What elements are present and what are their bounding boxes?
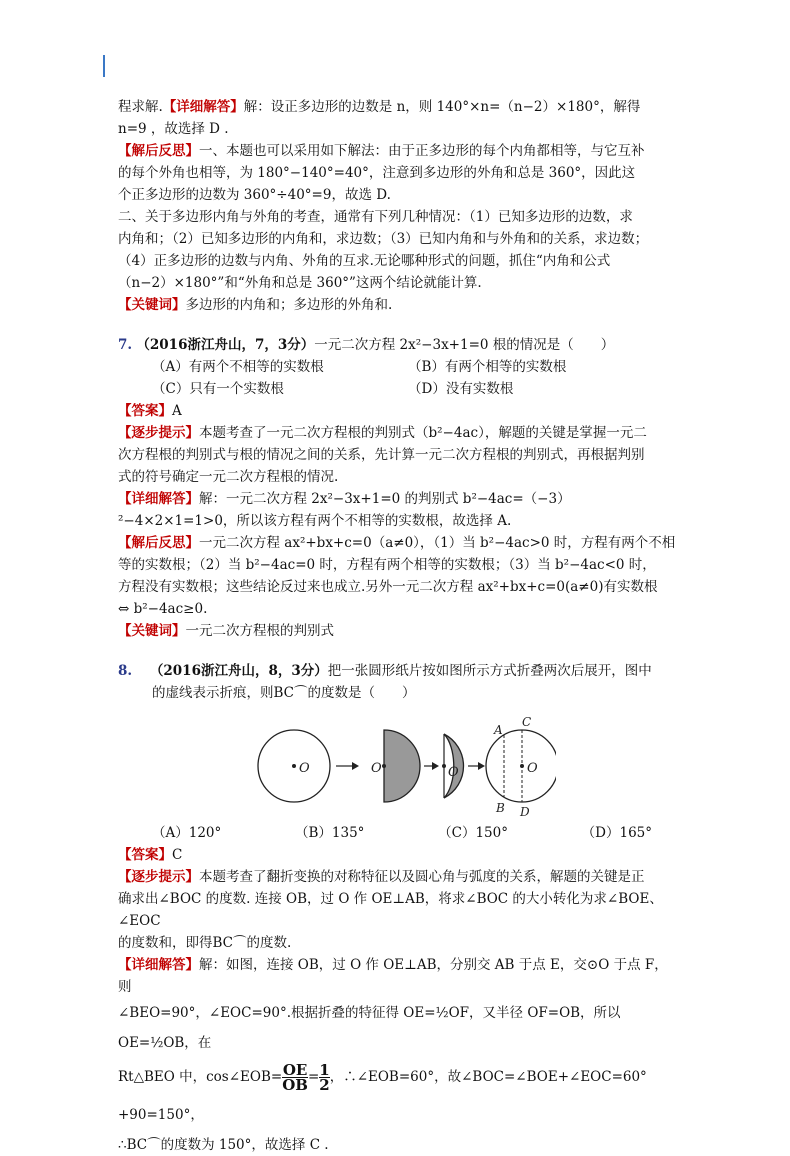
q7-reflect-line4: ⇔ b²−4ac≥0. (118, 601, 208, 617)
label-b: B (496, 801, 505, 815)
q6-detail-line2: n=9 ，故选择 D . (118, 121, 229, 137)
q8-detail-line1: 【详细解答】解：如图，连接 OB，过 O 作 OE⊥AB，分别交 AB 于点 E，交⊙O 于点 F，则 (118, 957, 668, 995)
q7-option-d: （D）没有实数根 (408, 381, 514, 397)
q7-reflect-line1: 【解后反思】一元二次方程 ax²+bx+c=0（a≠0），（1）当 b²−4ac>0 时，方程有两个不相 (118, 535, 676, 551)
label-d: D (520, 805, 530, 819)
q8-stem-line2: 的虚线表示折痕，则BC⌒的度数是（ ） (152, 685, 416, 701)
center-dot-4 (520, 764, 524, 768)
q6-reflect-line2: 的每个外角也相等，为 180°−140°=40°，注意到多边形的外角和总是 360°，因此这 (118, 165, 636, 181)
label-o3: O (448, 765, 459, 780)
fraction-oe-ob: $\frac{OE}{OB}$ (282, 1061, 308, 1094)
center-dot-2 (382, 764, 386, 768)
half-circle (384, 730, 420, 802)
label-c: C (522, 715, 532, 729)
q8-stem-line1: 8. （2016浙江舟山，8，3分）把一张圆形纸片按如图所示方式折叠两次后展开，图中 (118, 663, 652, 679)
header-bar (103, 55, 105, 77)
q8-option-d: （D）165° (581, 825, 652, 841)
q8-detail-line2: ∠BEO=90°，∠EOC=90°.根据折叠的特征得 OE=½OF，又半径 OF=OB，所以 OE=½OB，在 (118, 1005, 621, 1051)
q7-detail-line1: 【详细解答】解：一元二次方程 2x²−3x+1=0 的判别式 b²−4ac=（−3） (118, 491, 571, 507)
arrow-1-head (352, 762, 359, 770)
page-content (118, 96, 678, 1156)
q7-hint-line2: 次方程根的判别式与根的情况之间的关系，先计算一元二次方程根的判别式，再根据判别 (118, 447, 645, 463)
label-a: A (494, 723, 503, 737)
q8-option-a: （A）120° (152, 825, 222, 841)
q8-option-b: （B）135° (294, 825, 365, 841)
q6-reflect-line7: （n−2）×180°”和“外角和总是 360°”这两个结论就能计算. (118, 275, 482, 291)
q8-detail-line3: Rt△BEO 中，cos∠EOB= $\frac{OE}{OB}$ = $\frac{1}{2}$ ，∴∠EOB=60°，故∠BOC=∠BOE+∠EOC=60°+90=150°， (118, 1061, 647, 1123)
q7-detail-line2: ²−4×2×1=1>0，所以该方程有两个不相等的实数根，故选择 A. (118, 513, 512, 529)
q7-reflect-line3: 方程没有实数根；这些结论反过来也成立.另外一元二次方程 ax²+bx+c=0(a≠0)有实数根 (118, 579, 658, 595)
q8-hint-line2: 确求出∠BOC 的度数. 连接 OB，过 O 作 OE⊥AB，将求∠BOC 的大小转化为求∠BOE、∠EOC (118, 891, 663, 929)
q6-reflect-line4: 二、关于多边形内角与外角的考查，通常有下列几种情况：（1）已知多边形的边数，求 (118, 209, 633, 225)
q7-option-c: （C）只有一个实数根 (152, 381, 284, 397)
q7-stem: 7. （2016浙江舟山，7，3分）一元二次方程 2x²−3x+1=0 根的情况是（ ） (118, 337, 615, 353)
q8-options (118, 822, 652, 844)
q8-answer: 【答案】C (118, 847, 183, 863)
q8-hint-line3: 的度数和，即得BC⌒的度数. (118, 935, 292, 951)
center-dot-3 (442, 764, 446, 768)
q6-reflect-line1: 【解后反思】一、本题也可以采用如下解法：由于正多边形的每个内角都相等，与它互补 (118, 143, 645, 159)
q7-options (118, 356, 678, 400)
q7-hint-line3: 式的符号确定一元二次方程根的情况. (118, 469, 339, 485)
q7-answer: 【答案】A (118, 403, 182, 419)
q6-reflect-line3: 个正多边形的边数为 360°÷40°=9，故选 D. (118, 187, 391, 203)
arrow-2-head (432, 762, 439, 770)
q6-reflect-line6: （4）正多边形的边数与内角、外角的互求.无论哪种形式的问题，抓住“内角和公式 (118, 253, 611, 269)
q7-option-a: （A）有两个不相等的实数根 (152, 359, 324, 375)
label-o2: O (371, 761, 382, 776)
q7-keyword: 【关键词】一元二次方程根的判别式 (118, 623, 334, 639)
label-o1: O (299, 761, 310, 776)
arrow-3-head (478, 762, 485, 770)
q8-option-c: （C）150° (438, 825, 508, 841)
fraction-one-half: $\frac{1}{2}$ (319, 1061, 330, 1094)
folding-figure (256, 704, 678, 822)
q8-hint-line1: 【逐步提示】本题考查了翻折变换的对称特征以及圆心角与弧度的关系，解题的关键是正 (118, 869, 645, 885)
q6-reflect-line5: 内角和；（2）已知多边形的内角和，求边数；（3）已知内角和与外角和的关系，求边数； (118, 231, 649, 247)
q8-detail-line4: ∴BC⌒的度数为 150°，故选择 C . (118, 1137, 329, 1153)
q7-reflect-line2: 等的实数根；（2）当 b²−4ac=0 时，方程有两个相等的实数根；（3）当 b²−4ac<0 时， (118, 557, 656, 573)
center-dot-1 (292, 764, 296, 768)
folding-diagram (256, 704, 556, 822)
q7-option-b: （B）有两个相等的实数根 (408, 359, 567, 375)
q6-keyword: 【关键词】多边形的内角和；多边形的外角和. (118, 297, 393, 313)
label-o4: O (527, 761, 538, 776)
q6-detail-line1: 程求解.【详细解答】解：设正多边形的边数是 n，则 140°×n=（n−2）×180°，解得 (118, 99, 641, 115)
q7-hint-line1: 【逐步提示】本题考查了一元二次方程根的判别式（b²−4ac），解题的关键是掌握一元二 (118, 425, 647, 441)
